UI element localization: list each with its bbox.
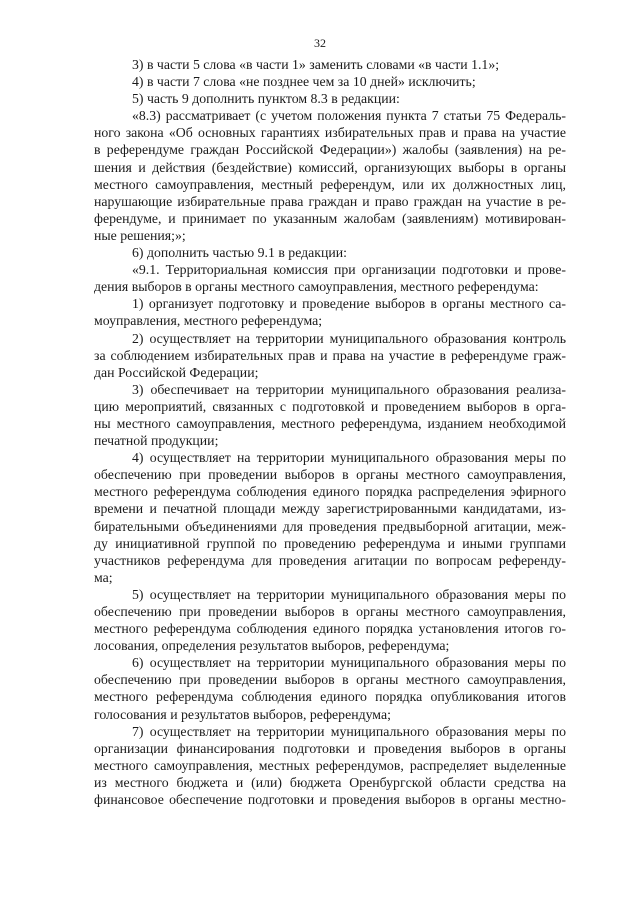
text-line: за соблюдением избирательных прав и права на участие в референдуме граж- [94, 347, 566, 363]
text-line: обеспечению при проведении выборов в органы местного самоуправления, [94, 604, 566, 619]
text-line: 1) организует подготовку и проведение выборов в органы местного са- [132, 296, 566, 312]
paragraph [94, 654, 566, 722]
text-line: из местного бюджета и (или) бюджета Оренбургской области средства на [94, 774, 566, 790]
paragraph [94, 261, 566, 295]
text-line: финансовое обеспечение подготовки и проведения выборов в органы местно- [94, 792, 566, 808]
text-line: «9.1. Территориальная комиссия при организации подготовки и прове- [132, 262, 566, 278]
text-line: участников референдума для проведения агитации по вопросам референду- [94, 552, 566, 568]
paragraph [94, 244, 566, 261]
text-line: 5) осуществляет на территории муниципального образования меры по [132, 586, 566, 602]
text-line: организации финансирования подготовки и проведения выборов в органы [94, 740, 566, 756]
text-line: ма; [94, 569, 113, 585]
paragraph [94, 73, 566, 90]
text-line: 3) обеспечивает на территории муниципального образования реализа- [132, 381, 566, 397]
text-line: «8.3) рассматривает (с учетом положения пункта 7 статьи 75 Федераль- [132, 108, 566, 124]
text-line: обеспечению при проведении выборов в органы местного самоуправления, [94, 467, 566, 483]
text-line: цию мероприятий, связанных с подготовкой и проведением выборов в орга- [94, 398, 566, 414]
text-line: времени и печатной площади между зарегистрированными кандидатами, из- [94, 501, 566, 517]
text-line: обеспечению при проведении выборов в органы местного самоуправления, [94, 672, 566, 688]
text-line: 3) в части 5 слова «в части 1» заменить словами «в части 1.1»; [132, 57, 500, 72]
text-line: местного референдума соблюдения единого порядка установления итогов го- [94, 621, 566, 637]
paragraph [94, 90, 566, 107]
text-line: ного закона «Об основных гарантиях избирательных прав и права на участие [94, 125, 566, 141]
text-line: лосования, определения результатов выборов, референдума; [94, 638, 450, 654]
text-line: местного самоуправления, местный референдум, или их должностных лиц, [94, 176, 566, 192]
paragraph [94, 381, 566, 449]
text-line: 4) в части 7 слова «не позднее чем за 10 дней» исключить; [132, 74, 476, 90]
text-line: местного референдума соблюдения единого порядка распределения эфирного [94, 484, 566, 500]
text-line: 5) часть 9 дополнить пунктом 8.3 в редакции: [132, 91, 400, 107]
paragraph [94, 295, 566, 329]
text-line: 7) осуществляет на территории муниципального образования меры по [132, 723, 566, 739]
text-line: 6) осуществляет на территории муниципального образования меры по [132, 655, 566, 671]
text-line: ные решения;»; [94, 227, 186, 243]
text-line: моуправления, местного референдума; [94, 313, 323, 329]
paragraph [94, 723, 566, 808]
text-line: местного самоуправления, местных референдумов, распределяет выделенные [94, 757, 566, 773]
text-line: ны местного самоуправления, местного референдума, изданием необходимой [94, 415, 566, 431]
document-body [94, 56, 566, 808]
text-line: бирательными объединениями для проведения предвыборной агитации, меж- [94, 518, 566, 534]
text-line: ферендуме, и принимает по указанным жалобам (заявлениям) мотивирован- [94, 210, 566, 226]
paragraph [94, 330, 566, 381]
text-line: 4) осуществляет на территории муниципального образования меры по [132, 450, 566, 466]
text-line: дения выборов в органы местного самоуправления, местного референдума: [94, 279, 539, 295]
text-line: дан Российской Федерации; [94, 364, 259, 380]
text-line: голосования и результатов выборов, референдума; [94, 706, 391, 722]
paragraph [94, 586, 566, 654]
text-line: нарушающие избирательные права граждан и право граждан на участие в ре- [94, 193, 566, 209]
paragraph [94, 56, 566, 73]
text-line: ду инициативной группой по проведению референдума и иными группами [94, 535, 566, 551]
paragraph [94, 449, 566, 586]
text-line: в референдуме граждан Российской Федерации») жалобы (заявления) на ре- [94, 142, 566, 158]
text-line: 2) осуществляет на территории муниципального образования контроль [132, 330, 566, 346]
text-line: местного референдума соблюдения единого порядка опубликования итогов [94, 689, 566, 705]
page-number: 32 [314, 36, 326, 50]
text-line: 6) дополнить частью 9.1 в редакции: [132, 245, 347, 261]
text-line: печатной продукции; [94, 433, 219, 449]
paragraph [94, 107, 566, 244]
text-line: шения и действия (бездействие) комиссий, организующих выборы в органы [94, 159, 566, 175]
